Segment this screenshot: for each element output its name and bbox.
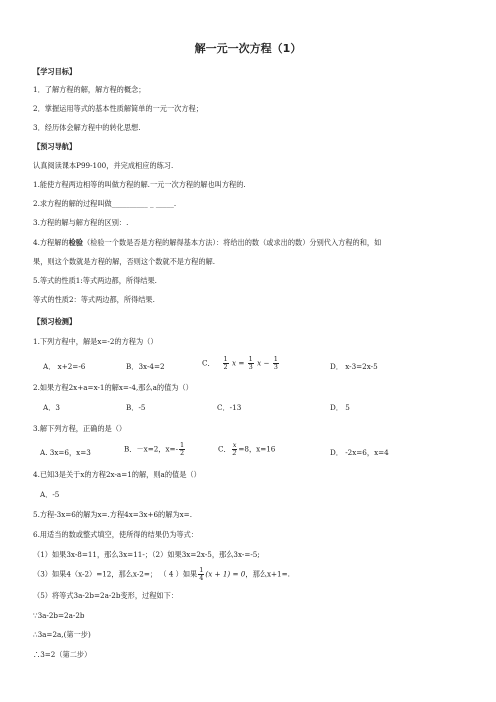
question-2: 2.如果方程2x+a=x-1的解x=-4,那么a的值为（） bbox=[33, 383, 193, 392]
preview-item-2: 2.求方程的解的过程叫做__________ _ _____. bbox=[33, 199, 177, 208]
fraction: $\frac{1}{4}$ bbox=[199, 566, 204, 582]
q1-option-d[interactable]: D． x-3=2x-5 bbox=[330, 362, 378, 371]
q3-option-b[interactable]: B．－x=2，x=- $\frac{1}{2}$ bbox=[124, 441, 185, 457]
check-keyword: 检验 bbox=[68, 238, 83, 247]
q3-option-a[interactable]: A. 3x=6，x=3 bbox=[40, 448, 91, 457]
preview-item-5: 5.等式的性质1:等式两边都，所得结果. bbox=[33, 276, 157, 285]
preview-item-6: 等式的性质2：等式两边都，所得结果. bbox=[33, 295, 155, 304]
preview-item-4: 4.方程解的检验（检验一个数是否是方程的解得基本方法）：将给出的数（或求出的数）分别代入方程的和，如 bbox=[33, 238, 382, 247]
q2-option-c[interactable]: C．-13 bbox=[217, 403, 242, 412]
question-1: 1.下列方程中，解是x=-2的方程为（） bbox=[33, 337, 158, 346]
preview-item-1: 1.能使方程两边相等的叫做方程的解.一元一次方程的解也叫方程的. bbox=[33, 180, 246, 189]
goal-item-2: 2．掌握运用等式的基本性质解简单的一元一次方程； bbox=[33, 104, 203, 113]
preview-item-4-cont: 果，则这个数就是方程的解，否则这个数就不是方程的解. bbox=[33, 257, 215, 266]
q3-option-d[interactable]: D． -2x=6，x=4 bbox=[330, 448, 389, 457]
fraction: $\frac{x}{2}$ bbox=[232, 441, 237, 457]
question-5: 5.方程-3x=6的解为x=.方程4x=3x+6的解为x=. bbox=[33, 510, 192, 519]
q2-option-d[interactable]: D． 5 bbox=[330, 403, 350, 412]
q2-option-b[interactable]: B．-5 bbox=[126, 403, 146, 412]
q1-option-b[interactable]: B．3x-4=2 bbox=[126, 362, 165, 371]
fraction: $\frac{1}{2}$ bbox=[223, 355, 228, 371]
question-6: 6.用适当的数或整式填空，使所得的结果仍为等式： bbox=[33, 530, 198, 539]
derivation-line-2: ∴3a=2a,(第一步) bbox=[33, 630, 91, 639]
section-header-preview: 【预习导航】 bbox=[33, 142, 77, 151]
derivation-line-1: ∵3a-2b=2a-2b bbox=[33, 611, 85, 620]
preview-intro: 认真阅读课本P99-100，并完成相应的练习. bbox=[33, 161, 174, 170]
goal-item-3: 3．经历体会解方程中的转化思想. bbox=[33, 123, 141, 132]
q1-option-a[interactable]: A． x+2=-6 bbox=[43, 362, 86, 371]
derivation-line-3: ∴3=2（第二步） bbox=[33, 650, 92, 659]
answer-blank[interactable]: __________ _ _____ bbox=[111, 199, 174, 208]
fraction: $\frac{1}{3}$ bbox=[273, 355, 278, 371]
question-3: 3.解下列方程，正确的是（） bbox=[33, 424, 127, 433]
fraction: $\frac{1}{2}$ bbox=[180, 441, 185, 457]
q1-option-c[interactable]: C． $\frac{1}{2}$ x = $\frac{1}{3}$ x − $\frac{1}{3}$ bbox=[202, 355, 278, 371]
q3-option-c[interactable]: C． $\frac{x}{2}$ =8，x=16 bbox=[218, 441, 276, 457]
question-6-part-3-4: （3）如果4（x-2）=12，那么x-2=； （ 4 ）如果 $\frac{1}{4}$ (x + 1) = 0，那么x+1=. bbox=[33, 566, 290, 582]
preview-item-3: 3.方程的解与解方程的区别：. bbox=[33, 218, 129, 227]
question-6-part-5: （5）将等式3a-2b=2a-2b变形，过程如下： bbox=[33, 591, 178, 600]
section-header-goals: 【学习目标】 bbox=[33, 67, 77, 76]
question-4: 4.已知3是关于x的方程2x-a=1的解，则a的值是（） bbox=[33, 470, 201, 479]
question-6-part-1-2: （1）如果3x-8=11，那么3x=11-；（2）如果3x=2x-5，那么3x-=-5; bbox=[33, 550, 260, 559]
page-title: 解一元一次方程（1） bbox=[194, 42, 302, 55]
q4-option-a[interactable]: A．-5 bbox=[40, 490, 60, 499]
section-header-check: 【预习检测】 bbox=[33, 317, 77, 326]
q2-option-a[interactable]: A．3 bbox=[43, 403, 60, 412]
fraction: $\frac{1}{3}$ bbox=[248, 355, 253, 371]
goal-item-1: 1．了解方程的解，解方程的概念； bbox=[33, 85, 146, 94]
